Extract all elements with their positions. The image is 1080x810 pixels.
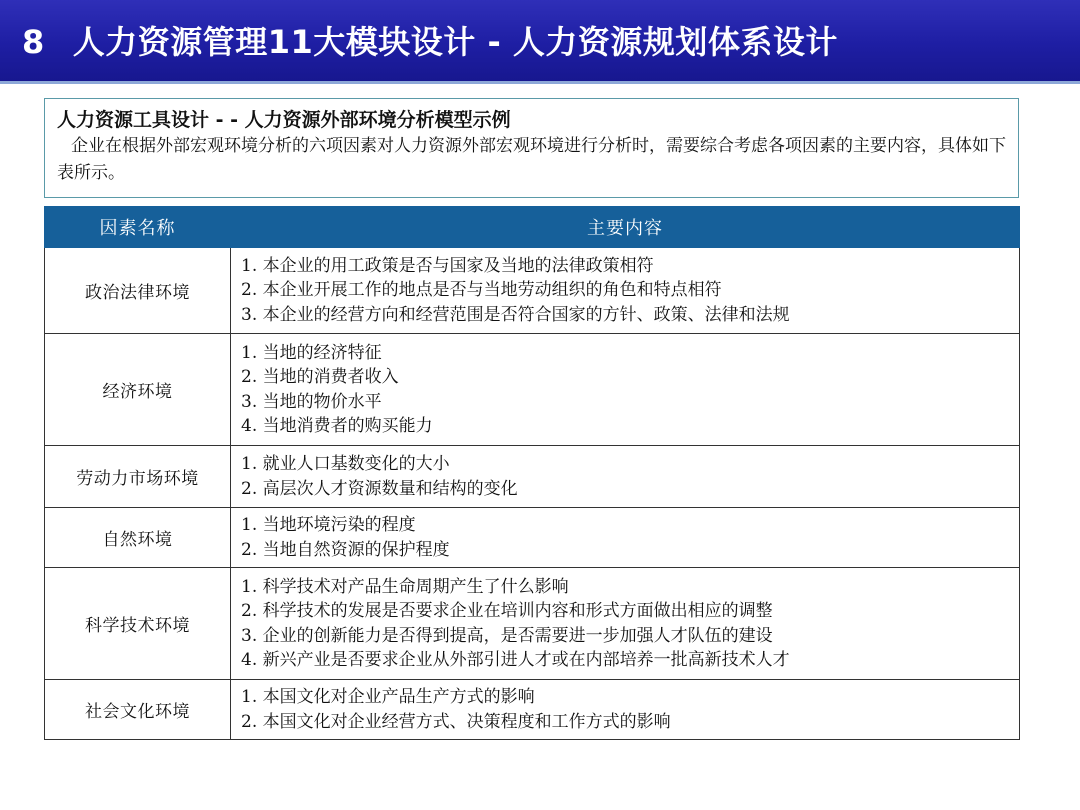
factor-content: [231, 680, 1020, 740]
factor-name: 经济环境: [45, 334, 231, 446]
content-item: 3. 本企业的经营方向和经营范围是否符合国家的方针、政策、法律和法规: [241, 304, 790, 325]
page-title: [22, 0, 838, 84]
factor-table: [44, 206, 1020, 740]
table-row: [45, 248, 1020, 334]
table-row: [45, 334, 1020, 446]
content-item: 1. 当地环境污染的程度: [241, 515, 416, 535]
factor-content: [231, 334, 1020, 446]
table-row: [45, 508, 1020, 568]
table-row: [45, 446, 1020, 508]
content-item: 1. 就业人口基数变化的大小: [241, 454, 450, 474]
factor-content: [231, 248, 1020, 334]
table-row: [45, 568, 1020, 680]
content-item: 4. 新兴产业是否要求企业从外部引进人才或在内部培养一批高新技术人才: [241, 650, 790, 670]
content-item: 3. 企业的创新能力是否得到提高，是否需要进一步加强人才队伍的建设: [241, 625, 773, 646]
section-number: 8: [22, 23, 45, 61]
table-header-row: [45, 207, 1020, 248]
content-item: 2. 当地的消费者收入: [241, 367, 399, 387]
content-item: 2. 高层次人才资源数量和结构的变化: [241, 478, 518, 499]
factor-content: [231, 568, 1020, 680]
content-item: 1. 科学技术对产品生命周期产生了什么影响: [241, 576, 569, 597]
content-item: 1. 本企业的用工政策是否与国家及当地的法律政策相符: [241, 255, 654, 276]
factor-name: 社会文化环境: [45, 680, 231, 740]
intro-box: [44, 98, 1019, 198]
table-row: [45, 680, 1020, 740]
factor-name: 政治法律环境: [45, 248, 231, 334]
content-item: 1. 当地的经济特征: [241, 342, 382, 363]
column-header-factor: 因素名称: [45, 207, 231, 248]
factor-content: [231, 446, 1020, 508]
intro-body: 企业在根据外部宏观环境分析的六项因素对人力资源外部宏观环境进行分析时，需要综合考虑各项因素的主要内容，具体如下表所示。: [57, 136, 1006, 183]
header-banner: [0, 0, 1080, 84]
content-item: 2. 科学技术的发展是否要求企业在培训内容和形式方面做出相应的调整: [241, 601, 773, 621]
factor-name: 自然环境: [45, 508, 231, 568]
content-item: 3. 当地的物价水平: [241, 391, 382, 412]
content-item: 4. 当地消费者的购买能力: [241, 416, 433, 436]
content-item: 2. 本企业开展工作的地点是否与当地劳动组织的角色和特点相符: [241, 280, 722, 301]
content-item: 2. 本国文化对企业经营方式、决策程度和工作方式的影响: [241, 711, 671, 732]
section-title: 人力资源管理11大模块设计 - 人力资源规划体系设计: [72, 23, 838, 61]
factor-name: 科学技术环境: [45, 568, 231, 680]
content-item: 1. 本国文化对企业产品生产方式的影响: [241, 687, 535, 707]
column-header-content: 主要内容: [231, 207, 1020, 248]
factor-table-container: [44, 206, 1019, 740]
factor-content: [231, 508, 1020, 568]
intro-title: 人力资源工具设计 - - 人力资源外部环境分析模型示例: [57, 109, 511, 131]
content-item: 2. 当地自然资源的保护程度: [241, 539, 450, 560]
factor-name: 劳动力市场环境: [45, 446, 231, 508]
